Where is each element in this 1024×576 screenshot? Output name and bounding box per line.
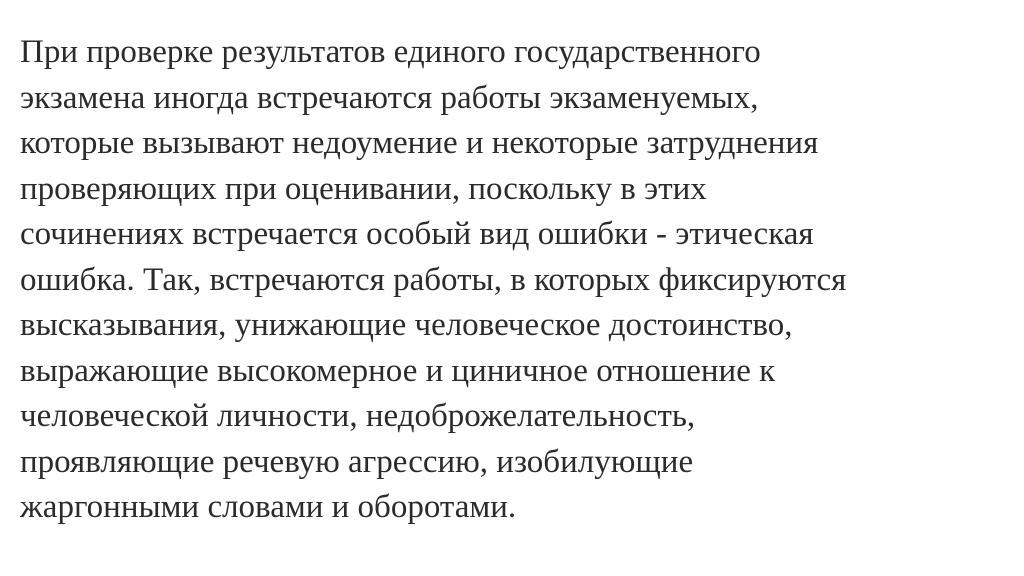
text-line: выражающие высокомерное и циничное отношение к xyxy=(20,352,776,389)
text-line: жаргонными словами и оборотами. xyxy=(20,489,517,525)
body-paragraph xyxy=(20,30,846,531)
text-line: проверяющих при оценивании, поскольку в этих xyxy=(20,170,707,207)
text-line: которые вызывают недоумение и некоторые затруднения xyxy=(20,125,819,161)
text-line: человеческой личности, недоброжелательность, xyxy=(20,398,696,434)
text-line: При проверке результатов единого государственного xyxy=(20,34,761,70)
text-line: проявляющие речевую агрессию, изобилующие xyxy=(20,443,694,480)
text-line: высказывания, унижающие человеческое достоинство, xyxy=(20,307,793,343)
text-line: сочинениях встречается особый вид ошибки - этическая xyxy=(20,216,814,252)
text-line: экзамена иногда встречаются работы экзаменуемых, xyxy=(20,79,759,116)
text-line: ошибка. Так, встречаются работы, в которых фиксируются xyxy=(20,261,847,298)
